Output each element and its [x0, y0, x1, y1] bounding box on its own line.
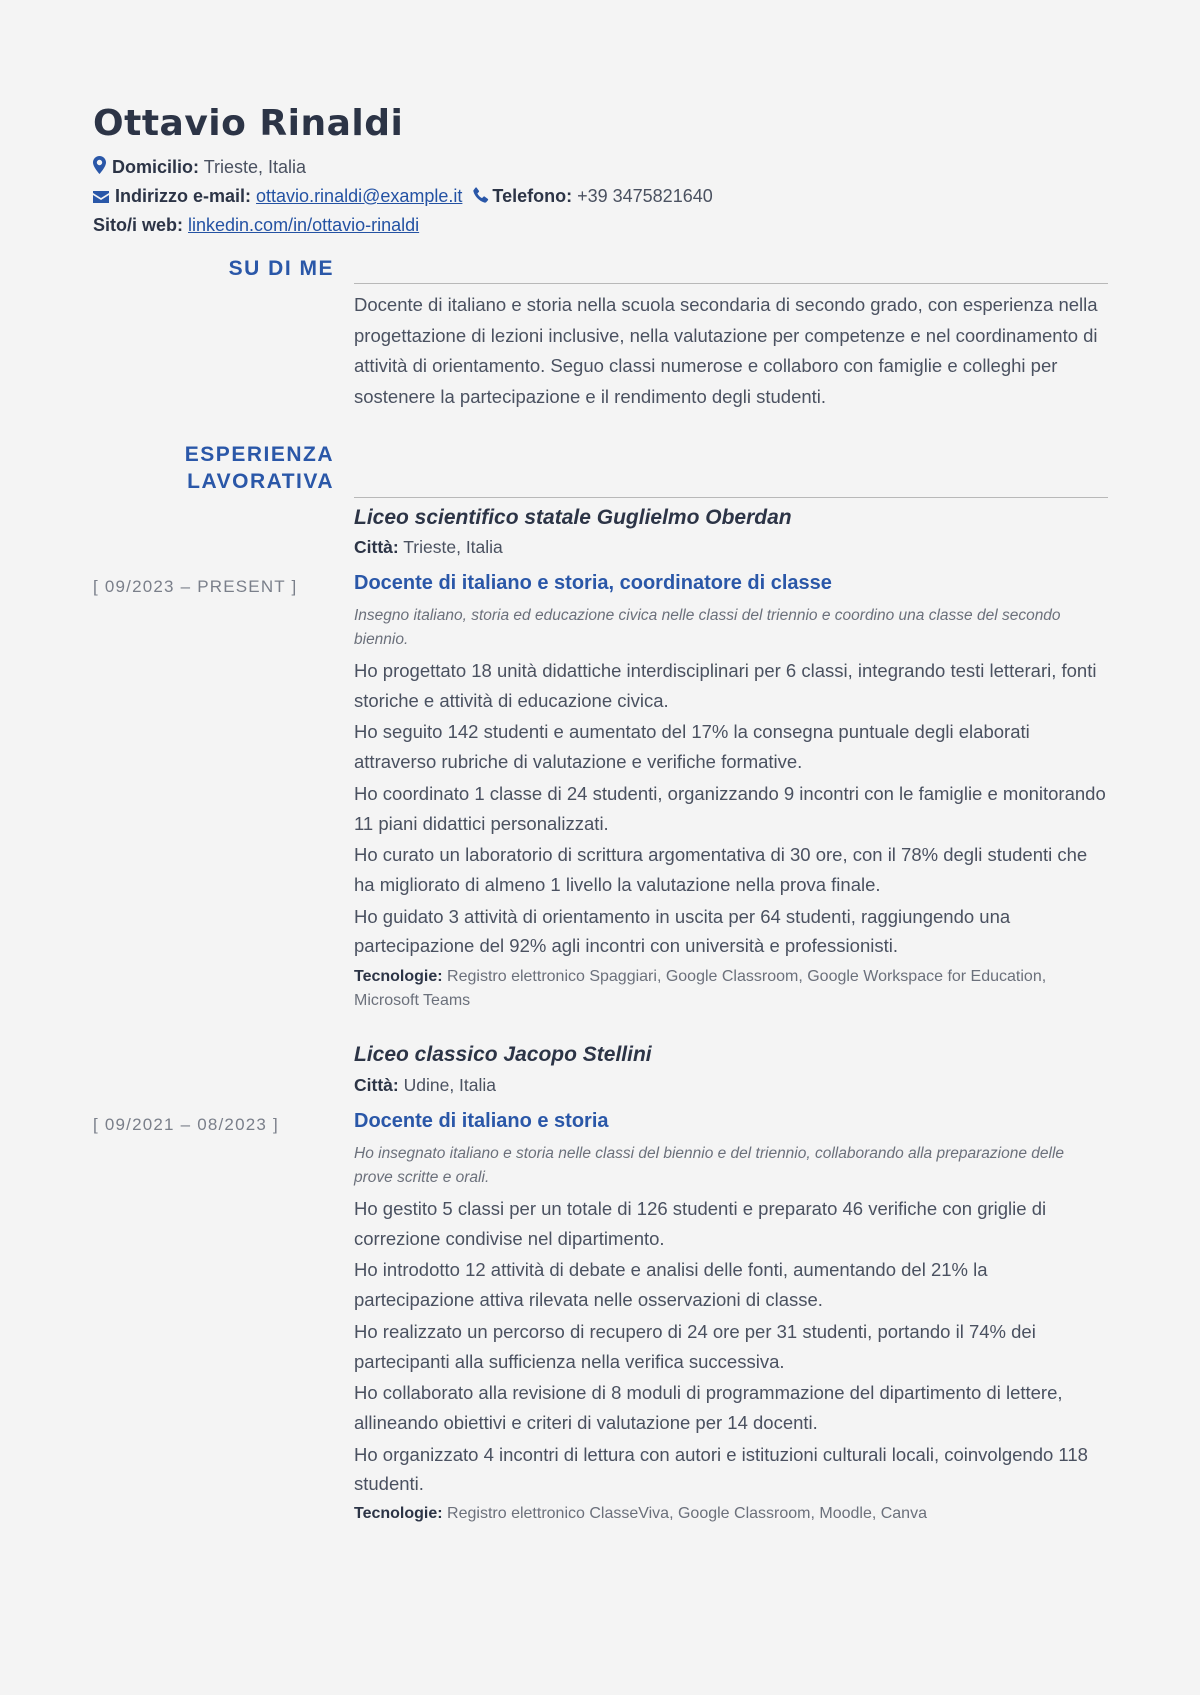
job-2-city-label: Città: [354, 1075, 399, 1095]
list-item: Ho coordinato 1 classe di 24 studenti, organizzando 9 incontri con le famiglie e monitorando 11 piani didattici personalizzati. [354, 782, 1106, 834]
job-1-achievements [354, 656, 1108, 963]
address-label: Domicilio: [112, 157, 200, 177]
list-item: Ho collaborato alla revisione di 8 moduli di programmazione del dipartimento di lettere, allineando obiettivi e criteri di valutazione per 14 docenti. [354, 1382, 1063, 1433]
job-2-summary: Ho insegnato italiano e storia nelle classi del biennio e del triennio, collaborando alla preparazione delle prove scritte e orali. [354, 1145, 1065, 1186]
job-1-summary: Insegno italiano, storia ed educazione civica nelle classi del triennio e coordino una classe del secondo biennio. [354, 607, 1061, 648]
list-item: Ho progettato 18 unità didattiche interdisciplinari per 6 classi, integrando testi letterari, fonti storiche e attività di educazione civica. [354, 660, 1097, 711]
job-2-dates: [ 09/2021 – 08/2023 ] [93, 1115, 279, 1134]
candidate-name: Ottavio Rinaldi [93, 103, 404, 144]
job-1-city [354, 537, 503, 558]
website-link[interactable]: linkedin.com/in/ottavio-rinaldi [188, 215, 420, 235]
job-1-employer: Liceo scientifico statale Guglielmo Oberdan [354, 506, 792, 529]
job-1-technologies [354, 965, 1108, 1013]
job-2-tech-label: Tecnologie: [354, 1505, 443, 1522]
job-1-dates: [ 09/2023 – PRESENT ] [93, 577, 298, 596]
job-2-city-value: Udine, Italia [403, 1075, 497, 1095]
job-2-employer: Liceo classico Jacopo Stellini [354, 1043, 652, 1066]
about-section-title: SU DI ME [228, 257, 334, 280]
experience-divider [354, 497, 1108, 498]
job-2-role: Docente di italiano e storia [354, 1110, 609, 1132]
list-item: Ho curato un laboratorio di scrittura argomentativa di 30 ore, con il 78% degli studenti che ha migliorato di almeno 1 livello la valutazione nella prova finale. [354, 844, 1088, 895]
about-text: Docente di italiano e storia nella scuola secondaria di secondo grado, con esperienza nella progettazione di lezioni inclusive, nella valutazione per competenze e nel coordinamento di attività di orientamento. Seguo classi numerose e collaboro con famiglie e colleghi per sostenere la partecipazione e il rendimento degli studenti. [354, 294, 1098, 408]
about-divider [354, 283, 1108, 284]
list-item: Ho guidato 3 attività di orientamento in uscita per 64 studenti, raggiungendo una partecipazione del 92% agli incontri con università e professionisti. [354, 905, 1011, 957]
job-1-tech-label: Tecnologie: [354, 968, 443, 985]
address-value: Trieste, Italia [203, 157, 307, 177]
website-label: Sito/i web: [93, 215, 183, 235]
experience-section-title [88, 441, 334, 495]
list-item: Ho seguito 142 studenti e aumentato del 17% la consegna puntuale degli elaborati attraverso rubriche di valutazione e verifiche formative. [354, 721, 1030, 773]
phone-label: Telefono: [492, 186, 573, 206]
list-item: Ho gestito 5 classi per un totale di 126 studenti e preparato 46 verifiche con griglie di correzione condivise nel dipartimento. [354, 1198, 1047, 1249]
experience-title-line-1: ESPERIENZA [184, 443, 334, 466]
job-2-tech-value: Registro elettronico ClasseViva, Google Classroom, Moodle, Canva [447, 1505, 927, 1522]
email-link[interactable]: ottavio.rinaldi@example.it [256, 186, 463, 206]
list-item: Ho organizzato 4 incontri di lettura con autori e istituzioni culturali locali, coinvolgendo 118 studenti. [354, 1443, 1088, 1495]
experience-title-line-2: LAVORATIVA [187, 470, 334, 493]
phone-icon [473, 185, 489, 209]
list-item: Ho realizzato un percorso di recupero di 24 ore per 31 studenti, portando il 74% dei partecipanti alla sufficienza nella verifica successiva. [354, 1320, 1036, 1372]
location-pin-icon [93, 156, 106, 180]
job-1-city-value: Trieste, Italia [403, 537, 503, 557]
job-1-role: Docente di italiano e storia, coordinatore di classe [354, 572, 832, 594]
list-item: Ho introdotto 12 attività di debate e analisi delle fonti, aumentando del 21% la partecipazione attiva rilevata nelle osservazioni di classe. [354, 1259, 988, 1311]
job-2-technologies [354, 1502, 1108, 1526]
website-line [93, 213, 419, 237]
job-1-city-label: Città: [354, 537, 399, 557]
email-phone-line [93, 184, 713, 209]
job-2-city [354, 1075, 496, 1096]
email-label: Indirizzo e-mail: [115, 186, 252, 206]
job-1-tech-value: Registro elettronico Spaggiari, Google Classroom, Google Workspace for Education, Microsoft Teams [354, 968, 1047, 1009]
job-2-achievements [354, 1194, 1108, 1501]
phone-value: +39 3475821640 [577, 186, 713, 206]
address-line [93, 155, 306, 180]
envelope-icon [93, 185, 109, 209]
